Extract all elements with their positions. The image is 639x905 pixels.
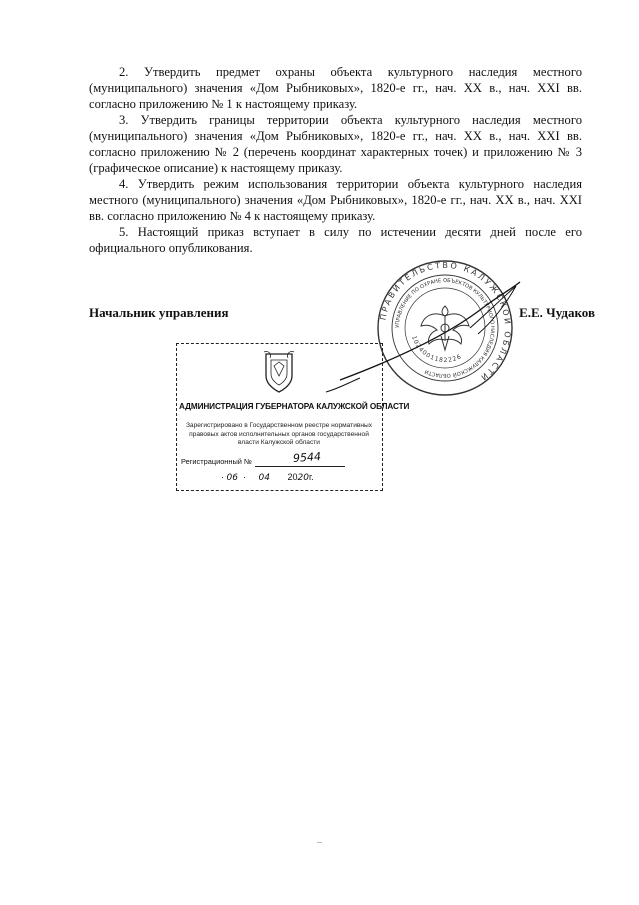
coat-of-arms-icon xyxy=(262,350,296,394)
paragraph-3: 3. Утвердить границы территории объекта культурного наследия местного (муниципального) значения «Дом Рыбниковых», 1820-е гг., нач. XX в., нач. XXI вв. согласно приложению № 2 (перечень координат характерных точек) и приложению № 3 (графическое описание) к настоящему приказу. xyxy=(89,113,582,175)
stamp-date-year-suffix: 20 xyxy=(297,473,309,483)
seal-inner-text: УПРАВЛЕНИЕ ПО ОХРАНЕ ОБЪЕКТОВ КУЛЬТУРНОГО НАСЛЕДИЯ КАЛУЖСКОЙ ОБЛАСТИ xyxy=(394,277,496,379)
paragraph-5: 5. Настоящий приказ вступает в силу по истечении десяти дней после его официального опубликования. xyxy=(89,225,582,255)
stamp-note: Зарегистрировано в Государственном реестре нормативных правовых актов исполнительных органов государственной власти Калужской области xyxy=(185,422,373,447)
paragraph-4: 4. Утвердить режим использования территории объекта культурного наследия местного (муниципального) значения «Дом Рыбниковых», 1820-е гг., нач. XX в., нач. XXI вв. согласно приложению № 4 к настоящему приказу. xyxy=(89,177,582,223)
stamp-date: · 06 · 04 2020г. xyxy=(221,472,314,483)
seal-outer-text: ПРАВИТЕЛЬСТВО КАЛУЖСКОЙ ОБЛАСТИ xyxy=(378,260,513,384)
page-mark xyxy=(317,842,322,843)
stamp-registration-number: 9544 xyxy=(292,450,322,465)
stamp-registration-line xyxy=(255,466,345,467)
signatory-name: Е.Е. Чудаков xyxy=(519,305,595,320)
stamp-title: АДМИНИСТРАЦИЯ ГУБЕРНАТОРА КАЛУЖСКОЙ ОБЛАСТИ xyxy=(179,402,410,411)
stamp-date-suffix: г. xyxy=(308,472,314,482)
stamp-registration-label: Регистрационный № xyxy=(181,457,252,466)
stamp-date-year-prefix: 20 xyxy=(287,472,298,482)
stamp-date-day: 06 xyxy=(226,473,238,483)
order-body xyxy=(89,64,582,256)
stamp-date-month: 04 xyxy=(258,473,270,483)
handwritten-signature xyxy=(320,270,540,410)
signatory-title: Начальник управления xyxy=(89,305,229,320)
seal-code: 1024001182226 xyxy=(410,334,464,365)
paragraph-2: 2. Утвердить предмет охраны объекта культурного наследия местного (муниципального) значения «Дом Рыбниковых», 1820-е гг., нач. XX в., нач. XXI вв. согласно приложению № 1 к настоящему приказу. xyxy=(89,65,582,111)
